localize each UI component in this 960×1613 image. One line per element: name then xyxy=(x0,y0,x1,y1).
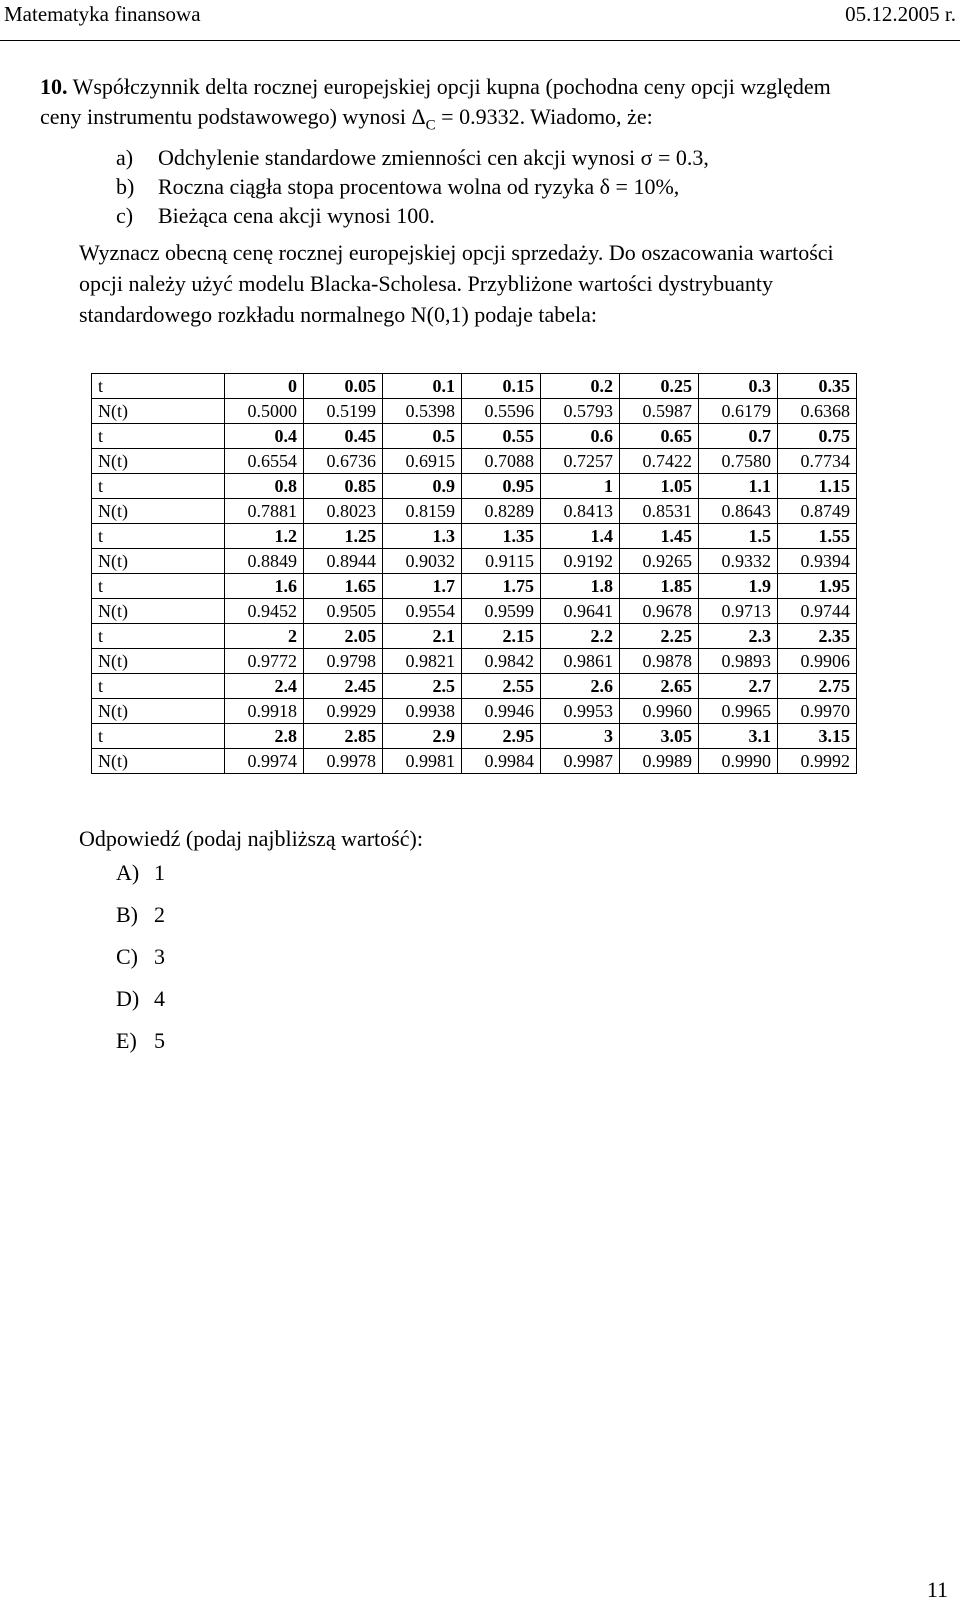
table-cell: 1.4 xyxy=(541,524,620,549)
table-cell: 1.25 xyxy=(304,524,383,549)
table-cell: 0.7088 xyxy=(462,449,541,474)
table-cell: 2.65 xyxy=(620,674,699,699)
table-cell: 1.1 xyxy=(699,474,778,499)
table-cell: 1.5 xyxy=(699,524,778,549)
condition-item xyxy=(116,143,916,172)
delta-subscript: C xyxy=(425,117,436,134)
table-cell: 2.15 xyxy=(462,624,541,649)
row-header-cell: t xyxy=(92,524,225,549)
choice-c xyxy=(116,942,165,984)
header-date: 05.12.2005 r. xyxy=(845,2,956,26)
choice-value: 3 xyxy=(154,944,165,969)
choice-e xyxy=(116,1026,165,1068)
table-cell: 2.85 xyxy=(304,724,383,749)
question-intro xyxy=(40,72,925,140)
table-cell: 1.8 xyxy=(541,574,620,599)
table-cell: 0.9599 xyxy=(462,599,541,624)
condition-label: c) xyxy=(116,203,134,228)
table-cell: 0.9641 xyxy=(541,599,620,624)
table-row xyxy=(92,524,857,549)
row-header-cell: N(t) xyxy=(92,449,225,474)
table-cell: 0.8849 xyxy=(225,549,304,574)
condition-text: Roczna ciągła stopa procentowa wolna od ryzyka δ = 10%, xyxy=(158,174,680,199)
table-row xyxy=(92,549,857,574)
table-row xyxy=(92,599,857,624)
table-cell: 0.9960 xyxy=(620,699,699,724)
table-row xyxy=(92,499,857,524)
table-cell: 0.6179 xyxy=(699,399,778,424)
table-cell: 2.35 xyxy=(778,624,857,649)
table-cell: 2.55 xyxy=(462,674,541,699)
table-cell: 2.6 xyxy=(541,674,620,699)
table-cell: 0.9 xyxy=(383,474,462,499)
table-cell: 1.2 xyxy=(225,524,304,549)
table-cell: 2.9 xyxy=(383,724,462,749)
table-cell: 0.9946 xyxy=(462,699,541,724)
table-cell: 0.8 xyxy=(225,474,304,499)
table-cell: 0.9965 xyxy=(699,699,778,724)
header-rule xyxy=(0,40,960,41)
table-row xyxy=(92,674,857,699)
table-row xyxy=(92,374,857,399)
table-cell: 0.4 xyxy=(225,424,304,449)
table-cell: 0.9265 xyxy=(620,549,699,574)
table-row xyxy=(92,474,857,499)
table-cell: 0.9992 xyxy=(778,749,857,774)
question-intro-text-2b: = 0.9332. Wiadomo, że: xyxy=(435,104,653,129)
table-cell: 0.6368 xyxy=(778,399,857,424)
table-cell: 0.9981 xyxy=(383,749,462,774)
table-row xyxy=(92,399,857,424)
table-cell: 0.9842 xyxy=(462,649,541,674)
table-cell: 1.75 xyxy=(462,574,541,599)
table-cell: 0 xyxy=(225,374,304,399)
row-header-cell: t xyxy=(92,374,225,399)
table-cell: 0.05 xyxy=(304,374,383,399)
table-cell: 0.9798 xyxy=(304,649,383,674)
table-cell: 0.5199 xyxy=(304,399,383,424)
table-cell: 0.8944 xyxy=(304,549,383,574)
choice-value: 5 xyxy=(154,1028,165,1053)
table-cell: 1.85 xyxy=(620,574,699,599)
table-cell: 0.85 xyxy=(304,474,383,499)
table-cell: 0.6554 xyxy=(225,449,304,474)
choice-label: C) xyxy=(116,944,138,969)
table-cell: 0.9678 xyxy=(620,599,699,624)
table-cell: 0.9978 xyxy=(304,749,383,774)
table-row xyxy=(92,649,857,674)
table-cell: 1.7 xyxy=(383,574,462,599)
table-cell: 0.9192 xyxy=(541,549,620,574)
table-cell: 0.3 xyxy=(699,374,778,399)
task-line-1: Wyznacz obecną cenę rocznej europejskiej opcji sprzedaży. Do oszacowania wartości xyxy=(79,240,834,265)
header-title: Matematyka finansowa xyxy=(4,2,201,26)
table-cell: 0.95 xyxy=(462,474,541,499)
table-cell: 0.8413 xyxy=(541,499,620,524)
task-paragraph xyxy=(79,237,955,330)
row-header-cell: N(t) xyxy=(92,549,225,574)
row-header-cell: N(t) xyxy=(92,599,225,624)
table-cell: 0.55 xyxy=(462,424,541,449)
condition-item xyxy=(116,172,916,201)
condition-item xyxy=(116,201,916,230)
row-header-cell: t xyxy=(92,674,225,699)
table-cell: 3.05 xyxy=(620,724,699,749)
condition-text: Odchylenie standardowe zmienności cen akcji wynosi σ = 0.3, xyxy=(158,145,709,170)
normal-distribution-table xyxy=(91,373,857,774)
table-row xyxy=(92,749,857,774)
table-cell: 1.55 xyxy=(778,524,857,549)
page-header xyxy=(0,0,960,42)
table-cell: 0.9970 xyxy=(778,699,857,724)
table-cell: 0.9452 xyxy=(225,599,304,624)
question-intro-text-2a: ceny instrumentu podstawowego) wynosi Δ xyxy=(40,104,426,129)
table-cell: 2.3 xyxy=(699,624,778,649)
question-line-1 xyxy=(40,72,925,102)
table-cell: 2.75 xyxy=(778,674,857,699)
table-cell: 2.45 xyxy=(304,674,383,699)
table-cell: 0.15 xyxy=(462,374,541,399)
table-cell: 0.9821 xyxy=(383,649,462,674)
table-cell: 0.6 xyxy=(541,424,620,449)
table-cell: 0.5000 xyxy=(225,399,304,424)
table-cell: 0.9332 xyxy=(699,549,778,574)
choice-label: B) xyxy=(116,902,138,927)
table-cell: 0.7 xyxy=(699,424,778,449)
choice-value: 2 xyxy=(154,902,165,927)
table-cell: 2.7 xyxy=(699,674,778,699)
table-cell: 0.25 xyxy=(620,374,699,399)
table-row xyxy=(92,574,857,599)
table-cell: 2.2 xyxy=(541,624,620,649)
row-header-cell: t xyxy=(92,474,225,499)
row-header-cell: N(t) xyxy=(92,699,225,724)
table-cell: 2.95 xyxy=(462,724,541,749)
table-cell: 0.5987 xyxy=(620,399,699,424)
question-number: 10. xyxy=(40,74,68,99)
table-cell: 1.15 xyxy=(778,474,857,499)
table-cell: 0.9938 xyxy=(383,699,462,724)
table-cell: 3.1 xyxy=(699,724,778,749)
table-cell: 0.8749 xyxy=(778,499,857,524)
table-cell: 0.8159 xyxy=(383,499,462,524)
table-cell: 1.05 xyxy=(620,474,699,499)
table-cell: 0.9505 xyxy=(304,599,383,624)
table-cell: 0.8531 xyxy=(620,499,699,524)
condition-label: b) xyxy=(116,174,135,199)
table-cell: 2.8 xyxy=(225,724,304,749)
table-cell: 1.6 xyxy=(225,574,304,599)
table-cell: 0.9713 xyxy=(699,599,778,624)
table-cell: 0.7580 xyxy=(699,449,778,474)
task-line-2: opcji należy użyć modelu Blacka-Scholesa. Przybliżone wartości dystrybuanty xyxy=(79,271,774,296)
table-cell: 1.3 xyxy=(383,524,462,549)
table-cell: 0.9878 xyxy=(620,649,699,674)
choice-value: 1 xyxy=(154,860,165,885)
table-cell: 1.35 xyxy=(462,524,541,549)
table-cell: 0.7257 xyxy=(541,449,620,474)
row-header-cell: N(t) xyxy=(92,499,225,524)
condition-label: a) xyxy=(116,145,134,170)
answer-choices xyxy=(116,858,165,1068)
table-cell: 1 xyxy=(541,474,620,499)
table-cell: 2.25 xyxy=(620,624,699,649)
table-cell: 1.65 xyxy=(304,574,383,599)
table-cell: 2.05 xyxy=(304,624,383,649)
table-row xyxy=(92,424,857,449)
table-cell: 0.35 xyxy=(778,374,857,399)
table-cell: 0.8023 xyxy=(304,499,383,524)
table-cell: 0.5596 xyxy=(462,399,541,424)
choice-label: E) xyxy=(116,1028,137,1053)
table-cell: 0.9989 xyxy=(620,749,699,774)
row-header-cell: t xyxy=(92,424,225,449)
table-cell: 1.95 xyxy=(778,574,857,599)
table-cell: 0.9929 xyxy=(304,699,383,724)
table-cell: 2.4 xyxy=(225,674,304,699)
conditions-list xyxy=(116,143,916,230)
row-header-cell: N(t) xyxy=(92,749,225,774)
table-cell: 3 xyxy=(541,724,620,749)
table-cell: 0.9987 xyxy=(541,749,620,774)
choice-label: A) xyxy=(116,860,140,885)
table-cell: 0.5398 xyxy=(383,399,462,424)
table-cell: 0.5793 xyxy=(541,399,620,424)
choice-d xyxy=(116,984,165,1026)
row-header-cell: t xyxy=(92,574,225,599)
table-cell: 0.6736 xyxy=(304,449,383,474)
table-cell: 0.45 xyxy=(304,424,383,449)
table-cell: 1.9 xyxy=(699,574,778,599)
table-cell: 0.5 xyxy=(383,424,462,449)
table-cell: 2.1 xyxy=(383,624,462,649)
table-cell: 0.9918 xyxy=(225,699,304,724)
table-cell: 0.8643 xyxy=(699,499,778,524)
choice-b xyxy=(116,900,165,942)
row-header-cell: N(t) xyxy=(92,399,225,424)
table-cell: 0.7422 xyxy=(620,449,699,474)
answer-prompt: Odpowiedź (podaj najbliższą wartość): xyxy=(79,826,423,851)
table-cell: 1.45 xyxy=(620,524,699,549)
table-cell: 0.6915 xyxy=(383,449,462,474)
condition-text: Bieżąca cena akcji wynosi 100. xyxy=(158,203,435,228)
table-cell: 0.9953 xyxy=(541,699,620,724)
table-cell: 0.1 xyxy=(383,374,462,399)
table-cell: 0.9893 xyxy=(699,649,778,674)
table-cell: 2.5 xyxy=(383,674,462,699)
task-line-3: standardowego rozkładu normalnego N(0,1) podaje tabela: xyxy=(79,302,598,327)
table-cell: 0.9990 xyxy=(699,749,778,774)
question-line-2 xyxy=(40,102,925,140)
table-cell: 0.9861 xyxy=(541,649,620,674)
choice-label: D) xyxy=(116,986,140,1011)
question-intro-text-1: Współczynnik delta rocznej europejskiej opcji kupna (pochodna ceny opcji względem xyxy=(72,74,831,99)
table-cell: 0.7734 xyxy=(778,449,857,474)
table-cell: 3.15 xyxy=(778,724,857,749)
page-number: 11 xyxy=(926,1577,948,1602)
table-cell: 0.9115 xyxy=(462,549,541,574)
row-header-cell: t xyxy=(92,624,225,649)
table-cell: 0.9032 xyxy=(383,549,462,574)
table-row xyxy=(92,724,857,749)
table-cell: 0.9554 xyxy=(383,599,462,624)
table-row xyxy=(92,449,857,474)
table-row xyxy=(92,699,857,724)
table-cell: 2 xyxy=(225,624,304,649)
choice-a xyxy=(116,858,165,900)
table-cell: 0.9394 xyxy=(778,549,857,574)
choice-value: 4 xyxy=(154,986,165,1011)
table-cell: 0.9974 xyxy=(225,749,304,774)
table-cell: 0.9772 xyxy=(225,649,304,674)
table-cell: 0.9984 xyxy=(462,749,541,774)
table-cell: 0.75 xyxy=(778,424,857,449)
row-header-cell: t xyxy=(92,724,225,749)
table-row xyxy=(92,624,857,649)
table-cell: 0.9744 xyxy=(778,599,857,624)
table-cell: 0.2 xyxy=(541,374,620,399)
table-cell: 0.65 xyxy=(620,424,699,449)
table-cell: 0.7881 xyxy=(225,499,304,524)
row-header-cell: N(t) xyxy=(92,649,225,674)
table-cell: 0.8289 xyxy=(462,499,541,524)
table-cell: 0.9906 xyxy=(778,649,857,674)
